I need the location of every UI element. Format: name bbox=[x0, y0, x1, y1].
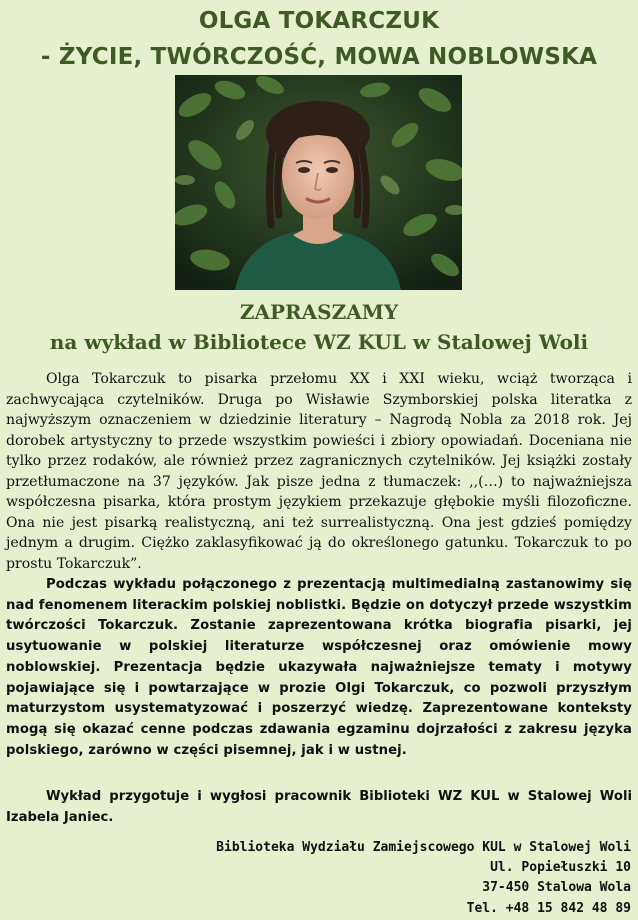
lecture-paragraph: Podczas wykładu połączonego z prezentacją multimedialną zastanowimy się nad fenomenem literackim polskiej noblistki. Będzie on dotyczył przede wszystkim twórczości Tokarczuk. Zostanie zaprezentowana krótka biografia pisarki, jej usytuowanie w polskiej literaturze współczesnej oraz omówienie mowy noblowskiej. Prezentacja będzie ukazywała najważniejsze tematy i motywy pojawiające się i powtarzające w prozie Olgi Tokarczuk, co pozwoli przyszłym maturzystom usystematyzować i poszerzyć wiedzę. Zaprezentowane konteksty mogą się okazać cenne podczas zdawania egzaminu dojrzałości z zakresu języka polskiego, zarówno w części pisemnej, jak i w ustnej. bbox=[6, 577, 632, 758]
title-line-1: OLGA TOKARCZUK bbox=[198, 8, 440, 34]
invitation-heading: ZAPRASZAMY bbox=[239, 300, 399, 324]
address-line-city: 37-450 Stalowa Wola bbox=[482, 880, 631, 896]
intro-paragraph: Olga Tokarczuk to pisarka przełomu XX i XXI wieku, wciąż tworząca i zachwycająca czytelników. Druga po Wisławie Szymborskiej polska literatka z najwyższym oznaczeniem w dziedzinie literatury – Nagrodą Nobla za 2018 rok. Jej dorobek artystyczny to przede wszystkim powieści i zbiory opowiadań. Doceniana nie tylko przez rodaków, ale również przez zagranicznych czytelników. Jej książki zostały przetłumaczone na 37 języków. Jak pisze jedna z tłumaczek: ,,(…) to najważniejsza współczesna pisarka, która prostym językiem przekazuje głębokie myśli filozoficzne. Ona nie jest pisarką realistyczną, ani też surrealistyczną. Ona jest gdzieś pomiędzy jednym a drugim. Ciężko zaklasyfikować ją do określonego gatunku. Tokarczuk to po prostu Tokarczuk”. bbox=[6, 371, 632, 572]
author-photo bbox=[175, 75, 462, 290]
title-line-2: - ŻYCIE, TWÓRCZOŚĆ, MOWA NOBLOWSKA bbox=[40, 44, 598, 70]
invitation-subheading: na wykład w Bibliotece WZ KUL w Stalowej Woli bbox=[49, 330, 589, 354]
address-line-street: Ul. Popiełuszki 10 bbox=[490, 860, 631, 876]
library-address bbox=[216, 838, 631, 919]
address-line-institution: Biblioteka Wydziału Zamiejscowego KUL w Stalowej Woli bbox=[216, 840, 631, 855]
presenter-paragraph: Wykład przygotuje i wygłosi pracownik Biblioteki WZ KUL w Stalowej Woli Izabela Janiec. bbox=[6, 789, 632, 825]
address-line-phone: Tel. +48 15 842 48 89 bbox=[466, 900, 631, 916]
